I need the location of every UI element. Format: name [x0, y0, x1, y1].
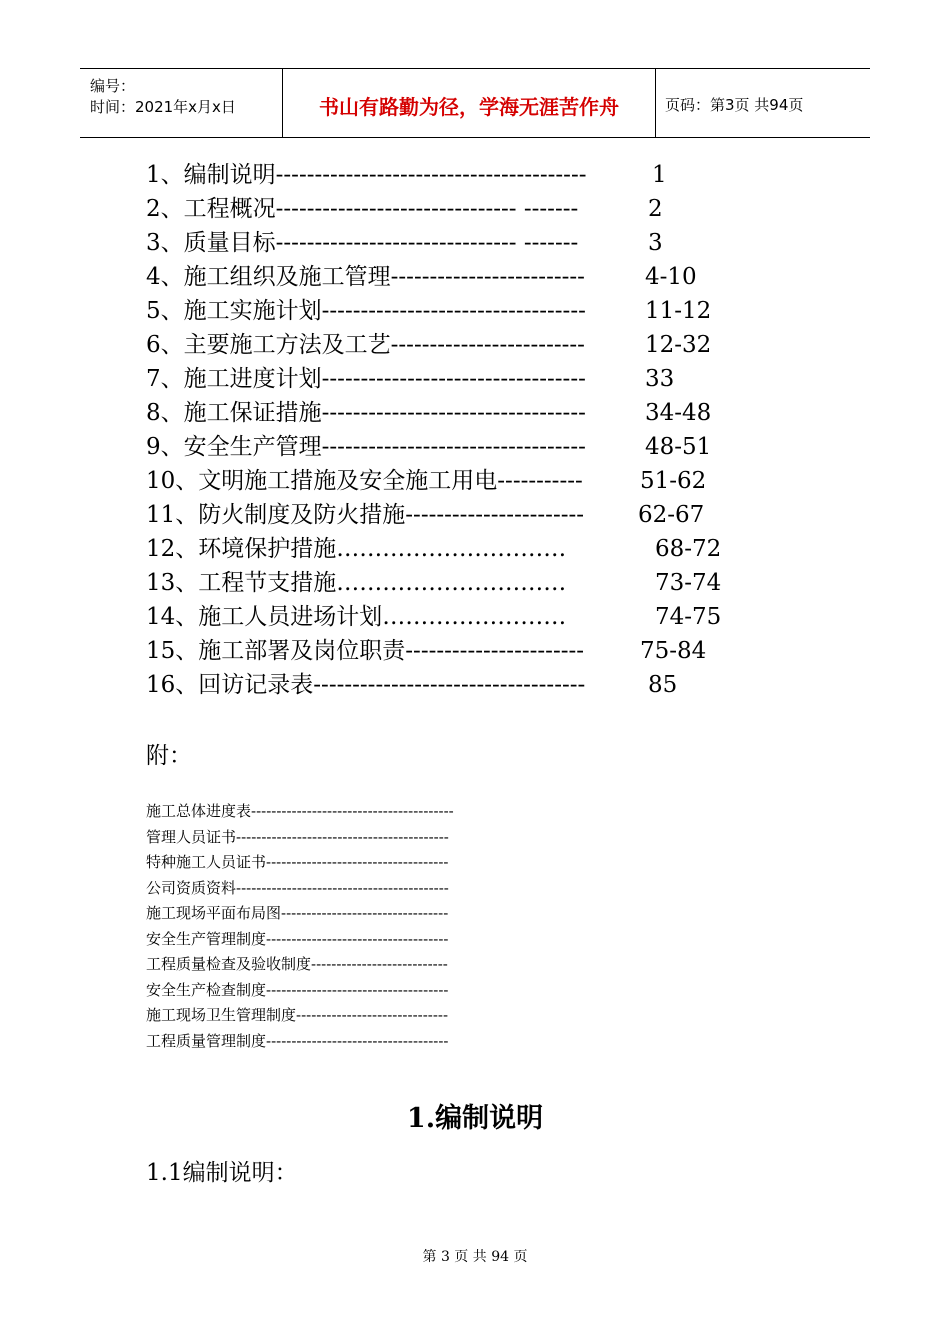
- toc-page-number: 1: [652, 162, 667, 188]
- toc-title: 1、编制说明: [146, 162, 276, 188]
- appendix-item: 公司资质资料------------------------------------------: [146, 878, 449, 897]
- toc-leader: ----------------------------------: [321, 366, 586, 392]
- toc-row: [146, 636, 584, 666]
- toc-title: 6、主要施工方法及工艺: [146, 332, 391, 358]
- toc-leader: …………………………: [336, 536, 567, 562]
- toc-title: 8、施工保证措施: [146, 400, 322, 426]
- toc-title: 7、施工进度计划: [146, 366, 322, 392]
- toc-row: [146, 500, 584, 530]
- toc-page-number: 34-48: [645, 400, 712, 426]
- toc-leader: -----------: [497, 468, 583, 494]
- toc-page-number: 51-62: [640, 468, 707, 494]
- toc-row: [146, 160, 587, 190]
- toc-row: [146, 534, 566, 564]
- toc-leader: ----------------------------------: [321, 298, 586, 324]
- toc-leader: -------------------------: [390, 332, 585, 358]
- toc-title: 3、质量目标: [146, 230, 276, 256]
- toc-page-number: 48-51: [645, 434, 712, 460]
- toc-page-number: 12-32: [645, 332, 712, 358]
- time-label: 时间：2021年x月x日: [90, 98, 236, 116]
- subsection-title: 1.1编制说明：: [146, 1160, 298, 1186]
- toc-title: 2、工程概况: [146, 196, 276, 222]
- toc-title: 11、防火制度及防火措施: [146, 502, 406, 528]
- toc-row: [146, 398, 586, 428]
- appendix-item: 工程质量管理制度------------------------------------: [146, 1031, 449, 1050]
- toc-page-number: 73-74: [655, 570, 722, 596]
- toc-page-number: 75-84: [640, 638, 707, 664]
- toc-row: [146, 670, 585, 700]
- header-page-cell: [655, 69, 870, 137]
- header-meta: [80, 69, 282, 137]
- appendix-item: 施工现场平面布局图---------------------------------: [146, 904, 449, 922]
- toc-row: [146, 262, 585, 292]
- toc-leader: …………………………: [336, 570, 567, 596]
- appendix-item: 工程质量检查及验收制度---------------------------: [146, 955, 448, 973]
- toc-title: 12、环境保护措施: [146, 536, 337, 562]
- toc-leader: ------------------------------- -------: [275, 230, 579, 256]
- header-motto-cell: [282, 69, 656, 137]
- toc-page-number: 4-10: [645, 264, 697, 290]
- document-header: [80, 68, 870, 138]
- toc-row: [146, 296, 586, 326]
- toc-row: [146, 364, 586, 394]
- toc-title: 4、施工组织及施工管理: [146, 264, 391, 290]
- toc-row: [146, 432, 586, 462]
- toc-title: 13、工程节支措施: [146, 570, 337, 596]
- toc-leader: -----------------------------------: [313, 672, 586, 698]
- toc-page-number: 62-67: [638, 502, 705, 528]
- toc-title: 10、文明施工措施及安全施工用电: [146, 468, 498, 494]
- appendix-item: 安全生产管理制度------------------------------------: [146, 929, 449, 948]
- toc-title: 9、安全生产管理: [146, 434, 322, 460]
- page-footer: 第 3 页 共 94 页: [422, 1249, 528, 1265]
- appendix-item: 施工总体进度表----------------------------------------: [146, 802, 454, 820]
- toc-leader: ------------------------------- -------: [275, 196, 579, 222]
- number-label: 编号：: [90, 77, 136, 95]
- toc-leader: ……………………: [382, 604, 567, 630]
- toc-leader: -------------------------: [390, 264, 585, 290]
- toc-page-number: 33: [645, 366, 675, 392]
- toc-page-number: 11-12: [645, 298, 712, 324]
- appendix-label: 附：: [146, 743, 192, 769]
- toc-leader: -----------------------: [405, 638, 585, 664]
- toc-row: [146, 466, 583, 496]
- toc-row: [146, 330, 585, 360]
- appendix-item: 特种施工人员证书------------------------------------: [146, 853, 449, 871]
- toc-title: 15、施工部署及岗位职责: [146, 638, 406, 664]
- toc-title: 16、回访记录表: [146, 672, 314, 698]
- page-info: 页码：第3页 共94页: [665, 96, 804, 114]
- toc-row: [146, 568, 566, 598]
- section-title: 1.编制说明: [406, 1103, 544, 1134]
- motto: 书山有路勤为径，学海无涯苦作舟: [319, 95, 619, 119]
- toc-title: 14、施工人员进场计划: [146, 604, 383, 630]
- toc-row: [146, 228, 578, 258]
- toc-page-number: 2: [648, 196, 663, 222]
- appendix-item: 安全生产检查制度------------------------------------: [146, 980, 449, 999]
- toc-title: 5、施工实施计划: [146, 298, 322, 324]
- appendix-item: 管理人员证书------------------------------------------: [146, 827, 449, 846]
- toc-page-number: 74-75: [655, 604, 722, 630]
- toc-leader: ----------------------------------------: [275, 162, 587, 188]
- appendix-item: 施工现场卫生管理制度------------------------------: [146, 1006, 449, 1024]
- toc-row: [146, 194, 578, 224]
- toc-page-number: 85: [648, 672, 678, 698]
- toc-leader: -----------------------: [405, 502, 585, 528]
- toc-page-number: 68-72: [655, 536, 722, 562]
- toc-leader: ----------------------------------: [321, 400, 586, 426]
- toc-page-number: 3: [648, 230, 663, 256]
- toc-row: [146, 602, 566, 632]
- toc-leader: ----------------------------------: [321, 434, 586, 460]
